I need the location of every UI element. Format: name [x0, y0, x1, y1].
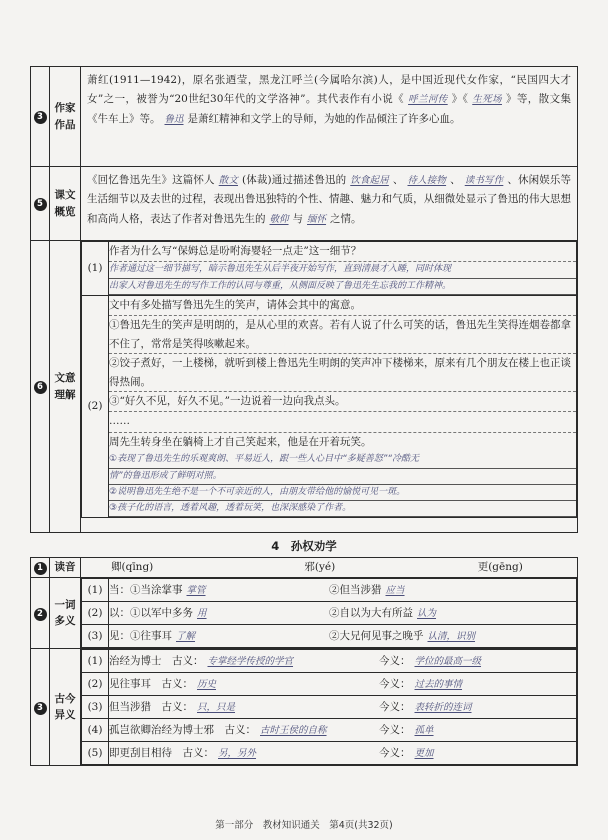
ancient-modern-content: (1) 治经为博士 古义： 专掌经学传授的学官 今义： 学位的最高一级 (2) 见往事耳 古义： 历史 今义： 过去的事情 (3) 但当涉猎 古义： 只，只是 今义： 表转折的连词 (4) 孤岂欲卿治经为博士邪 古义： 古时王侯的自称 今义： 孤单 (5) 即更刮目相待 古义： 另，另外 今义： 更加	[81, 649, 578, 766]
question-2: 文中有多处描写鲁迅先生的笑声，请体会其中的寓意。 ①鲁迅先生的笑声是明朗的，是从心里的欢喜。若有人说了什么可笑的话，鲁迅先生笑得连烟卷都拿不住了，常常是笑得咳嗽起来。 ②饺子煮好，一上楼梯，就听到楼上鲁迅先生明朗的笑声冲下楼梯来，原来有几个朋友在楼上也正谈得热闹。 ③“好久不见，好久不见。”一边说着一边向我点头。 …… 周先生转身坐在躺椅上才自己笑起来，他是在开着玩笑。 ①表现了鲁迅先生的乐观爽朗、平易近人，跟一些人心目中“多疑善怒”“冷酷无 情”的鲁迅形成了鲜明对照。 ②说明鲁迅先生绝不是一个不可亲近的人，由朋友带给他的愉悦可见一斑。 ③孩子化的语言，透着风趣，透着玩笑，也深深感染了作者。	[109, 296, 577, 518]
polysemy-label: 一词多义	[50, 578, 81, 649]
page-footer: 第一部分 教材知识通关 第4页(共32页)	[215, 820, 393, 831]
row-number-6: 6	[31, 241, 50, 533]
question-1: 作者为什么写“保姆总是吩咐海婴轻一点走”这一细节？ 作者通过这一细节描写，暗示鲁迅先生从后半夜开始写作，直到清晨才入睡，同时体现 出家人对鲁迅先生的写作工作的认同与尊重，从侧面反映了鲁迅先生忘我的工作精神。	[109, 242, 577, 296]
answer-novel-2: 生死场	[472, 94, 502, 106]
answer-1-line-1: 作者通过这一细节描写，暗示鲁迅先生从后半夜开始写作，直到清晨才入睡，同时体现	[109, 262, 576, 278]
reading-label: 读音	[50, 558, 81, 578]
pronunciation-row: 卿(qīng) 邪(yé) 更(gēng)	[81, 558, 578, 578]
answer-mentor: 鲁迅	[164, 113, 184, 125]
comprehension-label: 文意理解	[50, 241, 81, 533]
answer-novel-1: 呼兰河传	[408, 94, 448, 106]
comprehension-content: (1) 作者为什么写“保姆总是吩咐海婴轻一点走”这一细节？ 作者通过这一细节描写，暗示鲁迅先生从后半夜开始写作，直到清晨才入睡，同时体现 出家人对鲁迅先生的写作工作的认同与尊重，从侧面反映了鲁迅先生忘我的工作精神。 (2) 文中有多处描写鲁迅先生的笑声，请体会其中的寓意。 ①鲁迅先生的笑声是明朗的，是从心里的欢喜。若有人说了什么可笑的话，鲁迅先生笑得连烟卷都拿不住了，常常是笑得咳嗽起来。 ②饺子煮好，一上楼梯，就听到楼上鲁迅先生明朗的笑声冲下楼梯来，原来有几个朋友在楼上也正谈得热闹。 ③“好久不见，好久不见。”一边说着一边向我点头。 …… 周先生转身坐在躺椅上才自己笑起来，他是在开着玩笑。 ①表现了鲁迅先生的乐观爽朗、平易近人，跟一些人心目中“多疑善怒”“冷酷无 情”的鲁迅形成了鲜明对照。 ②说明鲁迅先生绝不是一个不可亲近的人，由朋友带给他的愉悦可见一斑。 ③孩子化的语言，透着风趣，透着玩笑，也深深感染了作者。	[81, 241, 578, 533]
lesson-review-table	[30, 66, 578, 533]
author-works-content: 萧红(1911—1942)，原名张迺莹，黑龙江呼兰(今属哈尔滨)人，是中国近现代女作家，“民国四大才女”之一，被誉为“20世纪30年代的文学洛神”。其代表作有小说《 呼兰河传 》《 生死场 》等，散文集《牛车上》等。 鲁迅 是萧红精神和文学上的导师，为她的作品倾注了许多心血。	[81, 67, 578, 167]
answer-2-line-1: ①表现了鲁迅先生的乐观爽朗、平易近人，跟一些人心目中“多疑善怒”“冷酷无	[109, 452, 576, 468]
section-title: 4 孙权劝学	[271, 539, 337, 553]
answer-2-line-4: ③孩子化的语言，透着风趣，透着玩笑，也深深感染了作者。	[109, 501, 576, 517]
answer-1-line-2: 出家人对鲁迅先生的写作工作的认同与尊重，从侧面反映了鲁迅先生忘我的工作精神。	[109, 279, 576, 295]
author-works-label: 作家作品	[50, 67, 81, 167]
row-number-3: 3	[31, 67, 50, 167]
overview-content: 《回忆鲁迅先生》这篇怀人 散文 (体裁)通过描述鲁迅的 饮食起居 、 待人接物 、 读书写作 、休闲娱乐等生活细节以及去世的过程，表现出鲁迅独特的个性、情趣、魅力和气质，从细微处显示了鲁迅的伟大思想和高尚人格，表达了作者对鲁迅先生的 敬仰 与 缅怀 之情。	[81, 167, 578, 241]
polysemy-content: (1) 当：①当涂掌事 掌管 ②但当涉猎 应当 (2) 以：①以军中多务 用 ②自以为大有所益 认为 (3) 见：①往事耳 了解 ②大兄何见事之晚乎 认清，识别	[81, 578, 578, 649]
row-number-5: 5	[31, 167, 50, 241]
vocab-table: 1 读音 卿(qīng) 邪(yé) 更(gēng) 2 一词多义 (1) 当：①当涂掌事 掌管 ②但当涉猎 应当 (2) 以：①以军中多务 用 ②自以为大有所益 认为 (3) 见：①往事耳 了解 ②大兄何见事之晚乎 认清，识别 3 古今异义 (1) 治经为博士 古义： 专掌经学传授的学官 今义： 学位的最高一级 (2) 见往事耳 古义： 历史 今义： 过去的事情 (3) 但当涉猎 古义： 只，只是 今义： 表转折的连词 (4) 孤岂欲卿治经为博士邪 古义： 古时王侯的自称 今义： 孤单 (5) 即更刮目相待 古义： 另，另外 今义： 更加	[30, 557, 578, 766]
overview-label: 课文概览	[50, 167, 81, 241]
answer-2-line-2: 情”的鲁迅形成了鲜明对照。	[109, 469, 576, 485]
answer-2-line-3: ②说明鲁迅先生绝不是一个不可亲近的人，由朋友带给他的愉悦可见一斑。	[109, 485, 576, 501]
ancient-modern-label: 古今异义	[50, 649, 81, 766]
